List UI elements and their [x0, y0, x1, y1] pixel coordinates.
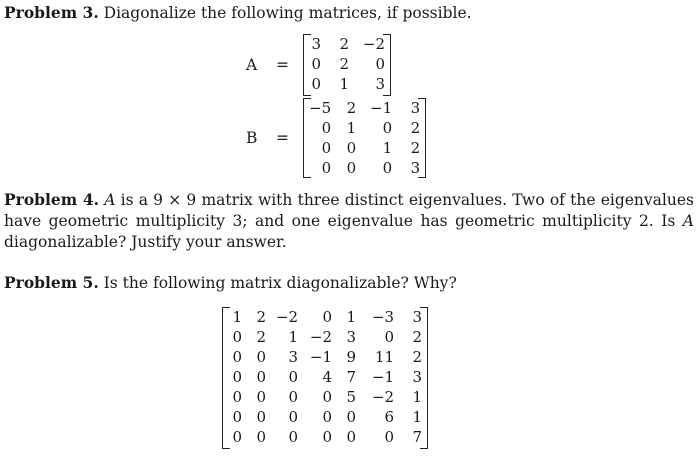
matrix-b-entry: 0 [346, 139, 357, 157]
matrix-problem-5 [222, 307, 428, 449]
matrix-b-entry: 3 [410, 159, 421, 177]
matrix-b-name: B [246, 129, 258, 147]
problem-4-part-1: is a 9 × 9 matrix with three distinct eigenvalues. Two of the eigenvalues have geometric multiplicity 3; and one eigenvalue has geometric multiplicity 2. Is [4, 191, 694, 230]
matrix-b-entry: 2 [410, 119, 421, 137]
matrix-b-entry: 0 [346, 159, 357, 177]
matrix-5-entry: 0 [256, 428, 266, 446]
matrix-5-entry: 0 [232, 348, 242, 366]
matrix-b-table [309, 98, 420, 178]
matrix-5-entry: 1 [412, 388, 422, 406]
problem-4-part-0: A [104, 191, 116, 209]
problem-3-text: Diagonalize the following matrices, if possible. [103, 4, 472, 22]
matrix-b-entry: 2 [410, 139, 421, 157]
problem-3-label: Problem 3. [4, 3, 99, 22]
matrix-5-entry: 0 [322, 308, 332, 326]
matrix-5-entry: 2 [256, 308, 266, 326]
matrix-5-entry: 2 [412, 348, 422, 366]
matrix-5-entry: 2 [256, 328, 266, 346]
problem-4-part-2: A [682, 212, 694, 230]
matrix-5-entry: 1 [412, 408, 422, 426]
matrix-b-entry: 0 [321, 119, 332, 137]
matrix-b-entry: −1 [370, 99, 393, 117]
matrix-b-entry: 1 [346, 119, 357, 137]
matrix-5-entry: 0 [232, 388, 242, 406]
problem-4-part-3: diagonalizable? Justify your answer. [4, 233, 287, 251]
matrix-b-entry: 2 [346, 99, 357, 117]
matrix-a [303, 34, 391, 96]
matrix-5-entry: 3 [412, 368, 422, 386]
matrix-5-entry: 7 [412, 428, 422, 446]
matrix-5-entry: −2 [309, 328, 332, 346]
matrix-a-entry: 0 [311, 55, 321, 73]
matrix-a-entry: −2 [362, 35, 385, 53]
matrix-5-entry: 9 [346, 348, 356, 366]
problem-5-label: Problem 5. [4, 273, 99, 292]
matrix-a-table [309, 34, 385, 94]
matrix-5-entry: 2 [412, 328, 422, 346]
matrix-b-entry: 0 [382, 159, 393, 177]
matrix-b-entry: −5 [309, 99, 332, 117]
matrix-a-entry: 3 [375, 75, 385, 93]
matrix-5-entry: 7 [346, 368, 356, 386]
matrix-a-entry: 2 [339, 35, 349, 53]
matrix-5-entry: −2 [371, 388, 394, 406]
problem-5-statement [4, 272, 457, 294]
problem-5-text: Is the following matrix diagonalizable? Why? [103, 274, 457, 292]
matrix-a-entry: 3 [311, 35, 321, 53]
matrix-b [303, 98, 426, 178]
matrix-5-entry: 0 [256, 348, 266, 366]
matrix-a-entry: 1 [339, 75, 349, 93]
matrix-5-entry: 0 [256, 408, 266, 426]
matrix-5-entry: 11 [374, 348, 394, 366]
matrix-5-entry: 0 [288, 408, 298, 426]
matrix-5-entry: 0 [346, 428, 356, 446]
matrix-5-entry: 0 [256, 368, 266, 386]
matrix-5-entry: 0 [322, 388, 332, 406]
matrix-5-table [228, 307, 422, 447]
matrix-5-entry: 0 [232, 428, 242, 446]
matrix-5-entry: 4 [322, 368, 332, 386]
matrix-5-entry: 1 [288, 328, 298, 346]
matrix-5-entry: 6 [384, 408, 394, 426]
matrix-5-entry: 0 [322, 408, 332, 426]
matrix-5-entry: 0 [346, 408, 356, 426]
matrix-5-entry: −2 [275, 308, 298, 326]
matrix-5-entry: 0 [322, 428, 332, 446]
problem-4-statement [4, 189, 694, 253]
matrix-5-entry: 0 [232, 368, 242, 386]
matrix-5-entry: 3 [288, 348, 298, 366]
matrix-5-entry: 1 [232, 308, 242, 326]
matrix-b-equals: = [276, 129, 289, 147]
matrix-5-entry: 0 [232, 408, 242, 426]
matrix-5-entry: 3 [346, 328, 356, 346]
matrix-b-entry: 1 [382, 139, 393, 157]
matrix-b-entry: 0 [321, 159, 332, 177]
matrix-a-entry: 2 [339, 55, 349, 73]
matrix-a-entry: 0 [375, 55, 385, 73]
matrix-a-equals: = [276, 56, 289, 74]
problem-3-statement [4, 2, 472, 24]
problem-4-label: Problem 4. [4, 190, 99, 209]
matrix-b-entry: 0 [321, 139, 332, 157]
matrix-a-name: A [246, 56, 258, 74]
matrix-5-entry: −1 [371, 368, 394, 386]
matrix-5-entry: 0 [384, 428, 394, 446]
matrix-5-entry: 3 [412, 308, 422, 326]
matrix-a-entry: 0 [311, 75, 321, 93]
matrix-5-entry: 0 [256, 388, 266, 406]
matrix-5-entry: 0 [288, 368, 298, 386]
matrix-b-entry: 0 [382, 119, 393, 137]
matrix-5-entry: 1 [346, 308, 356, 326]
matrix-5-entry: −3 [371, 308, 394, 326]
matrix-5-entry: 0 [384, 328, 394, 346]
matrix-5-entry: 5 [346, 388, 356, 406]
matrix-b-entry: 3 [410, 99, 421, 117]
matrix-5-entry: 0 [288, 388, 298, 406]
matrix-5-entry: 0 [288, 428, 298, 446]
matrix-5-entry: 0 [232, 328, 242, 346]
matrix-5-entry: −1 [309, 348, 332, 366]
